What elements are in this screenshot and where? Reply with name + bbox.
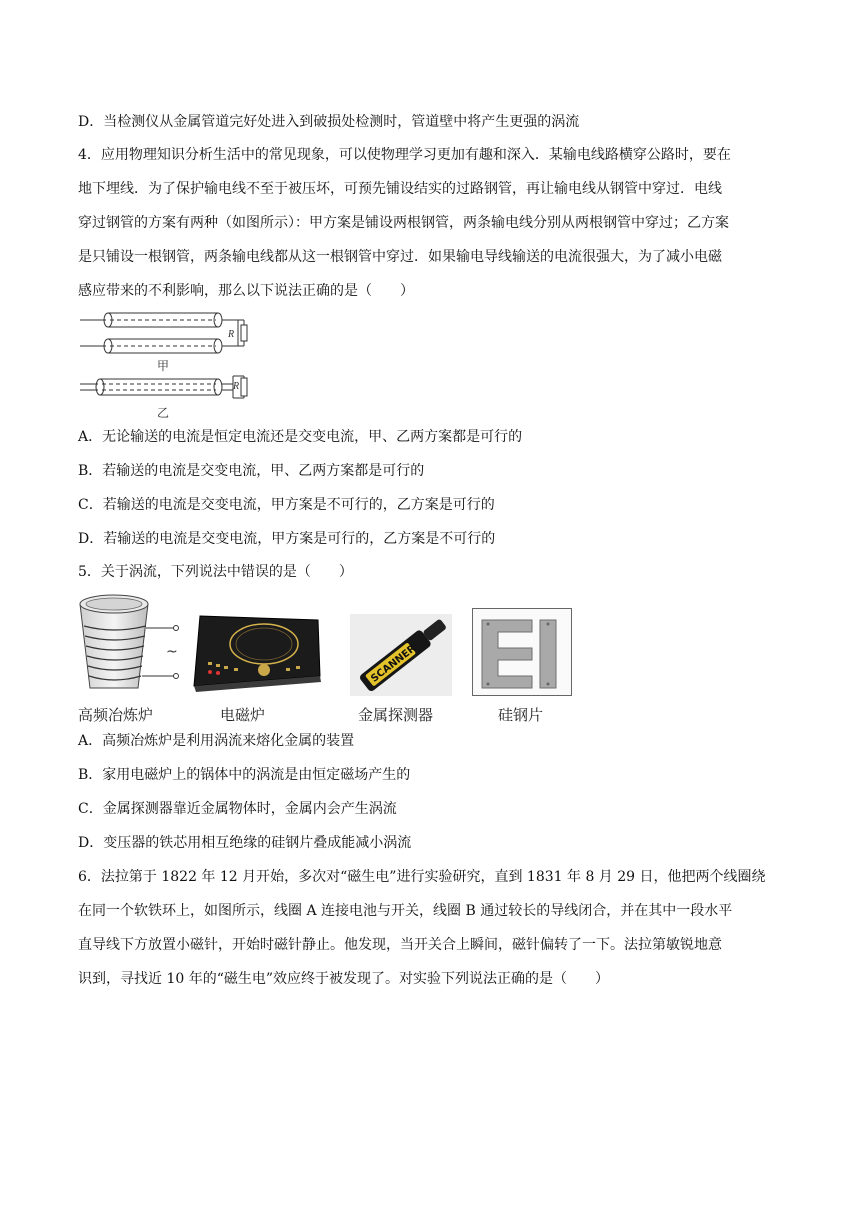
q6-stem-line-1: 6．法拉第于 1822 年 12 月开始，多次对“磁生电”进行实验研究，直到 1831 年 8 月 29 日，他把两个线圈绕 (78, 869, 766, 885)
q6-stem-line-3: 直导线下方放置小磁针，开始时磁针静止。他发现，当开关合上瞬间，磁针偏转了一下。法拉第敏锐地意 (78, 937, 722, 953)
q4-stem-line-2: 地下埋线．为了保护输电线不至于被压坏，可预先铺设结实的过路钢管，再让输电线从钢管中穿过．电线 (78, 181, 722, 197)
q5-option-d: D．变压器的铁芯用相互绝缘的硅钢片叠成能减小涡流 (78, 835, 412, 851)
resistor-jia (238, 320, 247, 346)
furnace-illustration (76, 592, 186, 696)
q4-option-b: B．若输送的电流是交变电流，甲、乙两方案都是可行的 (78, 463, 425, 479)
ac-symbol: ~ (166, 644, 178, 660)
q3-option-d: D．当检测仪从金属管道完好处进入到破损处检测时，管道壁中将产生更强的涡流 (78, 114, 580, 130)
q5-option-a: A．高频冶炼炉是利用涡流来熔化金属的装置 (78, 733, 355, 749)
q4-stem-line-3: 穿过钢管的方案有两种（如图所示）：甲方案是铺设两根钢管，两条输电线分别从两根钢管中穿过；乙方案 (78, 215, 729, 231)
pipe-jia-2 (80, 339, 238, 353)
resistor-label-jia: R (228, 329, 235, 340)
q4-pipe-diagram (78, 306, 263, 420)
label-yi: 乙 (157, 406, 170, 420)
pipe-yi (80, 379, 233, 395)
q4-stem-line-1: 4．应用物理知识分析生活中的常见现象，可以使物理学习更加有趣和深入．某输电线路横穿公路时，要在 (78, 147, 731, 163)
q6-stem-line-4: 识到，寻找近 10 年的“磁生电”效应终于被发现了。对实验下列说法正确的是（ ） (78, 971, 610, 987)
scanner-text: SCANNER (369, 643, 419, 685)
silicon-steel-illustration (472, 608, 572, 696)
q6-stem-line-2: 在同一个软铁环上，如图所示，线圈 A 连接电池与开关，线圈 B 通过较长的导线闭合，并在其中一段水平 (78, 903, 733, 919)
q4-stem-line-5: 感应带来的不利影响，那么以下说法正确的是（ ） (78, 283, 414, 299)
q4-option-c: C．若输送的电流是交变电流，甲方案是不可行的，乙方案是可行的 (78, 497, 495, 513)
metal-detector-illustration (350, 614, 452, 696)
q5-option-b: B．家用电磁炉上的锅体中的涡流是由恒定磁场产生的 (78, 767, 411, 783)
q4-option-d: D．若输送的电流是交变电流，甲方案是可行的，乙方案是不可行的 (78, 531, 496, 547)
q4-stem-line-4: 是只铺设一根钢管，两条输电线都从这一根钢管中穿过．如果输电导线输送的电流很强大，为了减小电磁 (78, 249, 722, 265)
caption-silicon-steel: 硅钢片 (498, 706, 544, 724)
q4-option-a: A．无论输送的电流是恒定电流还是交变电流，甲、乙两方案都是可行的 (78, 429, 523, 445)
label-jia: 甲 (157, 359, 170, 373)
pipe-jia-1 (80, 313, 238, 327)
caption-furnace: 高频冶炼炉 (78, 706, 154, 724)
q5-option-c: C．金属探测器靠近金属物体时，金属内会产生涡流 (78, 801, 397, 817)
caption-metal-detector: 金属探测器 (358, 706, 434, 724)
q5-stem: 5．关于涡流，下列说法中错误的是（ ） (78, 564, 353, 580)
induction-cooker-illustration (190, 610, 326, 696)
caption-induction-cooker: 电磁炉 (220, 706, 266, 724)
resistor-label-yi: R (233, 381, 240, 392)
